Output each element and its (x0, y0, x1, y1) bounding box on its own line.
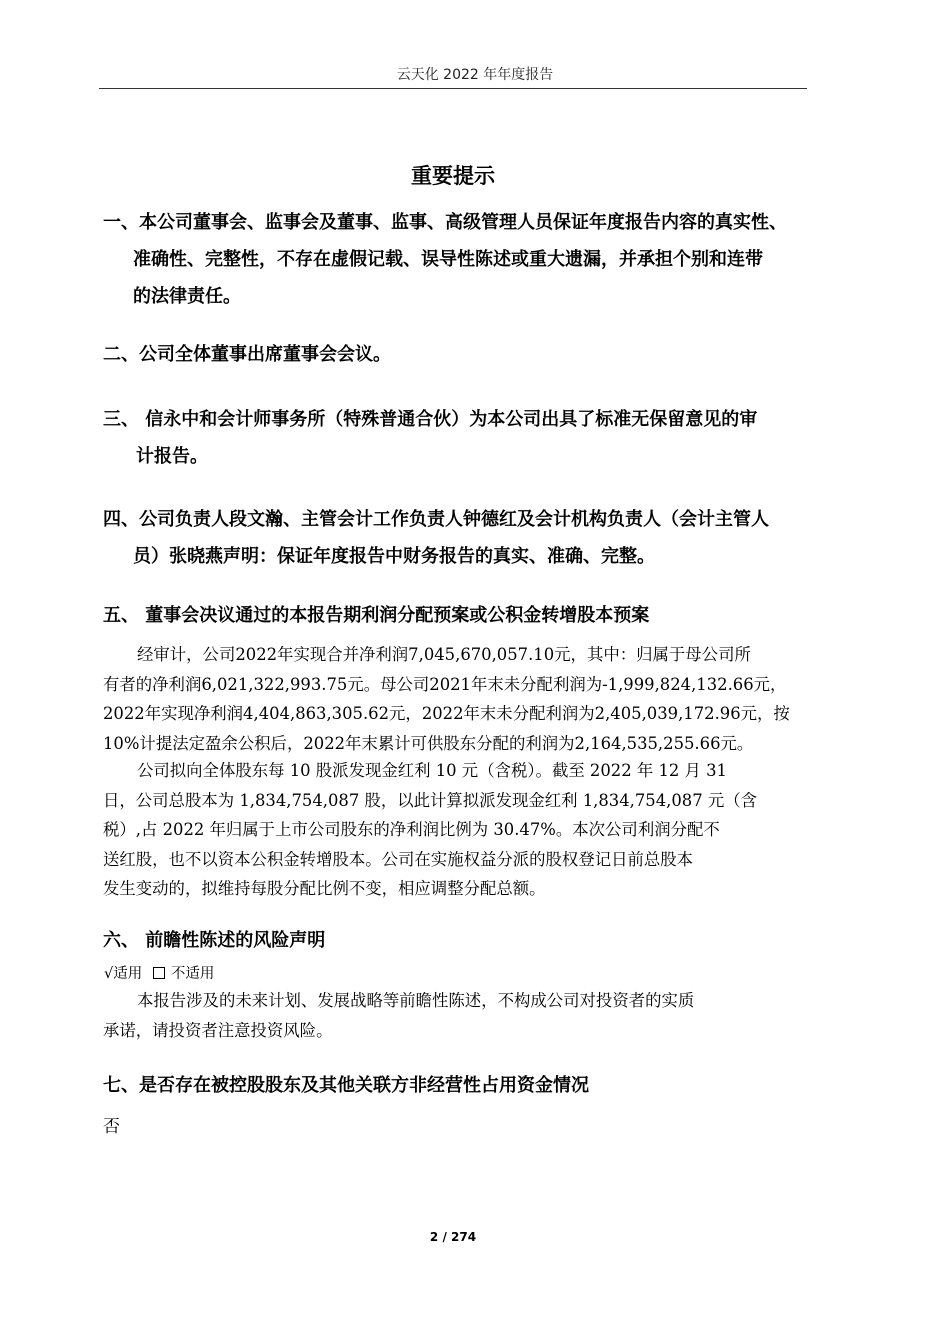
paragraph-line: 税）,占 2022 年归属于上市公司股东的净利润比例为 30.47%。本次公司利润分配不 (103, 820, 720, 839)
paragraph-line: 有者的净利润6,021,322,993.75元。母公司2021年末未分配利润为-1,999,824,132.66元， (103, 674, 787, 694)
page-number: 2 / 274 (429, 1230, 477, 1244)
section-4-line: 员）张晓燕声明：保证年度报告中财务报告的真实、准确、完整。 (133, 546, 655, 567)
paragraph-line: 送红股，也不以资本公积金转增股本。公司在实施权益分派的股权登记日前总股本 (103, 849, 694, 869)
profit-paragraph (103, 640, 808, 758)
paragraph-line: 10%计提法定盈余公积后，2022年末累计可供股东分配的利润为2,164,535,255.66元。 (103, 733, 754, 753)
section-3 (103, 401, 757, 475)
section-7-heading: 七、是否存在被控股股东及其他关联方非经营性占用资金情况 (103, 1075, 589, 1096)
running-header: 云天化 2022 年年度报告 (396, 67, 554, 83)
page-title: 重要提示 (411, 164, 495, 188)
section-1 (103, 204, 787, 315)
section-7-answer: 否 (103, 1117, 120, 1137)
section-6-heading: 六、 前瞻性陈述的风险声明 (103, 930, 326, 951)
paragraph-line: 本报告涉及的未来计划、发展战略等前瞻性陈述，不构成公司对投资者的实质 (137, 991, 695, 1010)
section-3-line: 计报告。 (136, 446, 208, 467)
paragraph-line: 发生变动的，拟维持每股分配比例不变，相应调整分配总额。 (103, 879, 546, 898)
section-5-heading: 五、 董事会决议通过的本报告期利润分配预案或公积金转增股本预案 (103, 605, 650, 626)
paragraph-line: 经审计，公司2022年实现合并净利润7,045,670,057.10元，其中：归属于母公司所 (137, 645, 751, 664)
applicable-option: √适用 (104, 966, 143, 982)
paragraph-line: 日，公司总股本为 1,834,754,087 股，以此计算拟派发现金红利 1,834,754,087 元（含 (103, 790, 758, 810)
paragraph-line: 承诺，请投资者注意投资风险。 (103, 1020, 333, 1040)
section-2-line: 二、公司全体董事出席董事会会议。 (103, 344, 391, 365)
section-1-line: 一、本公司董事会、监事会及董事、监事、高级管理人员保证年度报告内容的真实性、 (103, 212, 787, 233)
paragraph-line: 2022年实现净利润4,404,863,305.62元，2022年末未分配利润为2,405,039,172.96元，按 (103, 704, 790, 723)
dividend-paragraph (103, 756, 808, 904)
section-3-line: 三、 信永中和会计师事务所（特殊普通合伙）为本公司出具了标准无保留意见的审 (103, 409, 758, 430)
section-4 (103, 501, 769, 575)
applicability-options (104, 962, 220, 983)
not-applicable-option: 不适用 (170, 966, 215, 982)
section-1-line: 的法律责任。 (133, 286, 241, 307)
section-4-line: 四、公司负责人段文瀚、主管会计工作负责人钟德红及会计机构负责人（会计主管人 (103, 509, 769, 530)
section-1-line: 准确性、完整性，不存在虚假记载、误导性陈述或重大遗漏，并承担个别和连带 (133, 249, 763, 270)
section-2 (103, 336, 391, 373)
header-divider (99, 88, 807, 89)
checkbox-icon (153, 967, 165, 979)
risk-paragraph (103, 986, 808, 1045)
paragraph-line: 公司拟向全体股东每 10 股派发现金红利 10 元（含税）。截至 2022 年 12 月 31 (137, 761, 727, 780)
